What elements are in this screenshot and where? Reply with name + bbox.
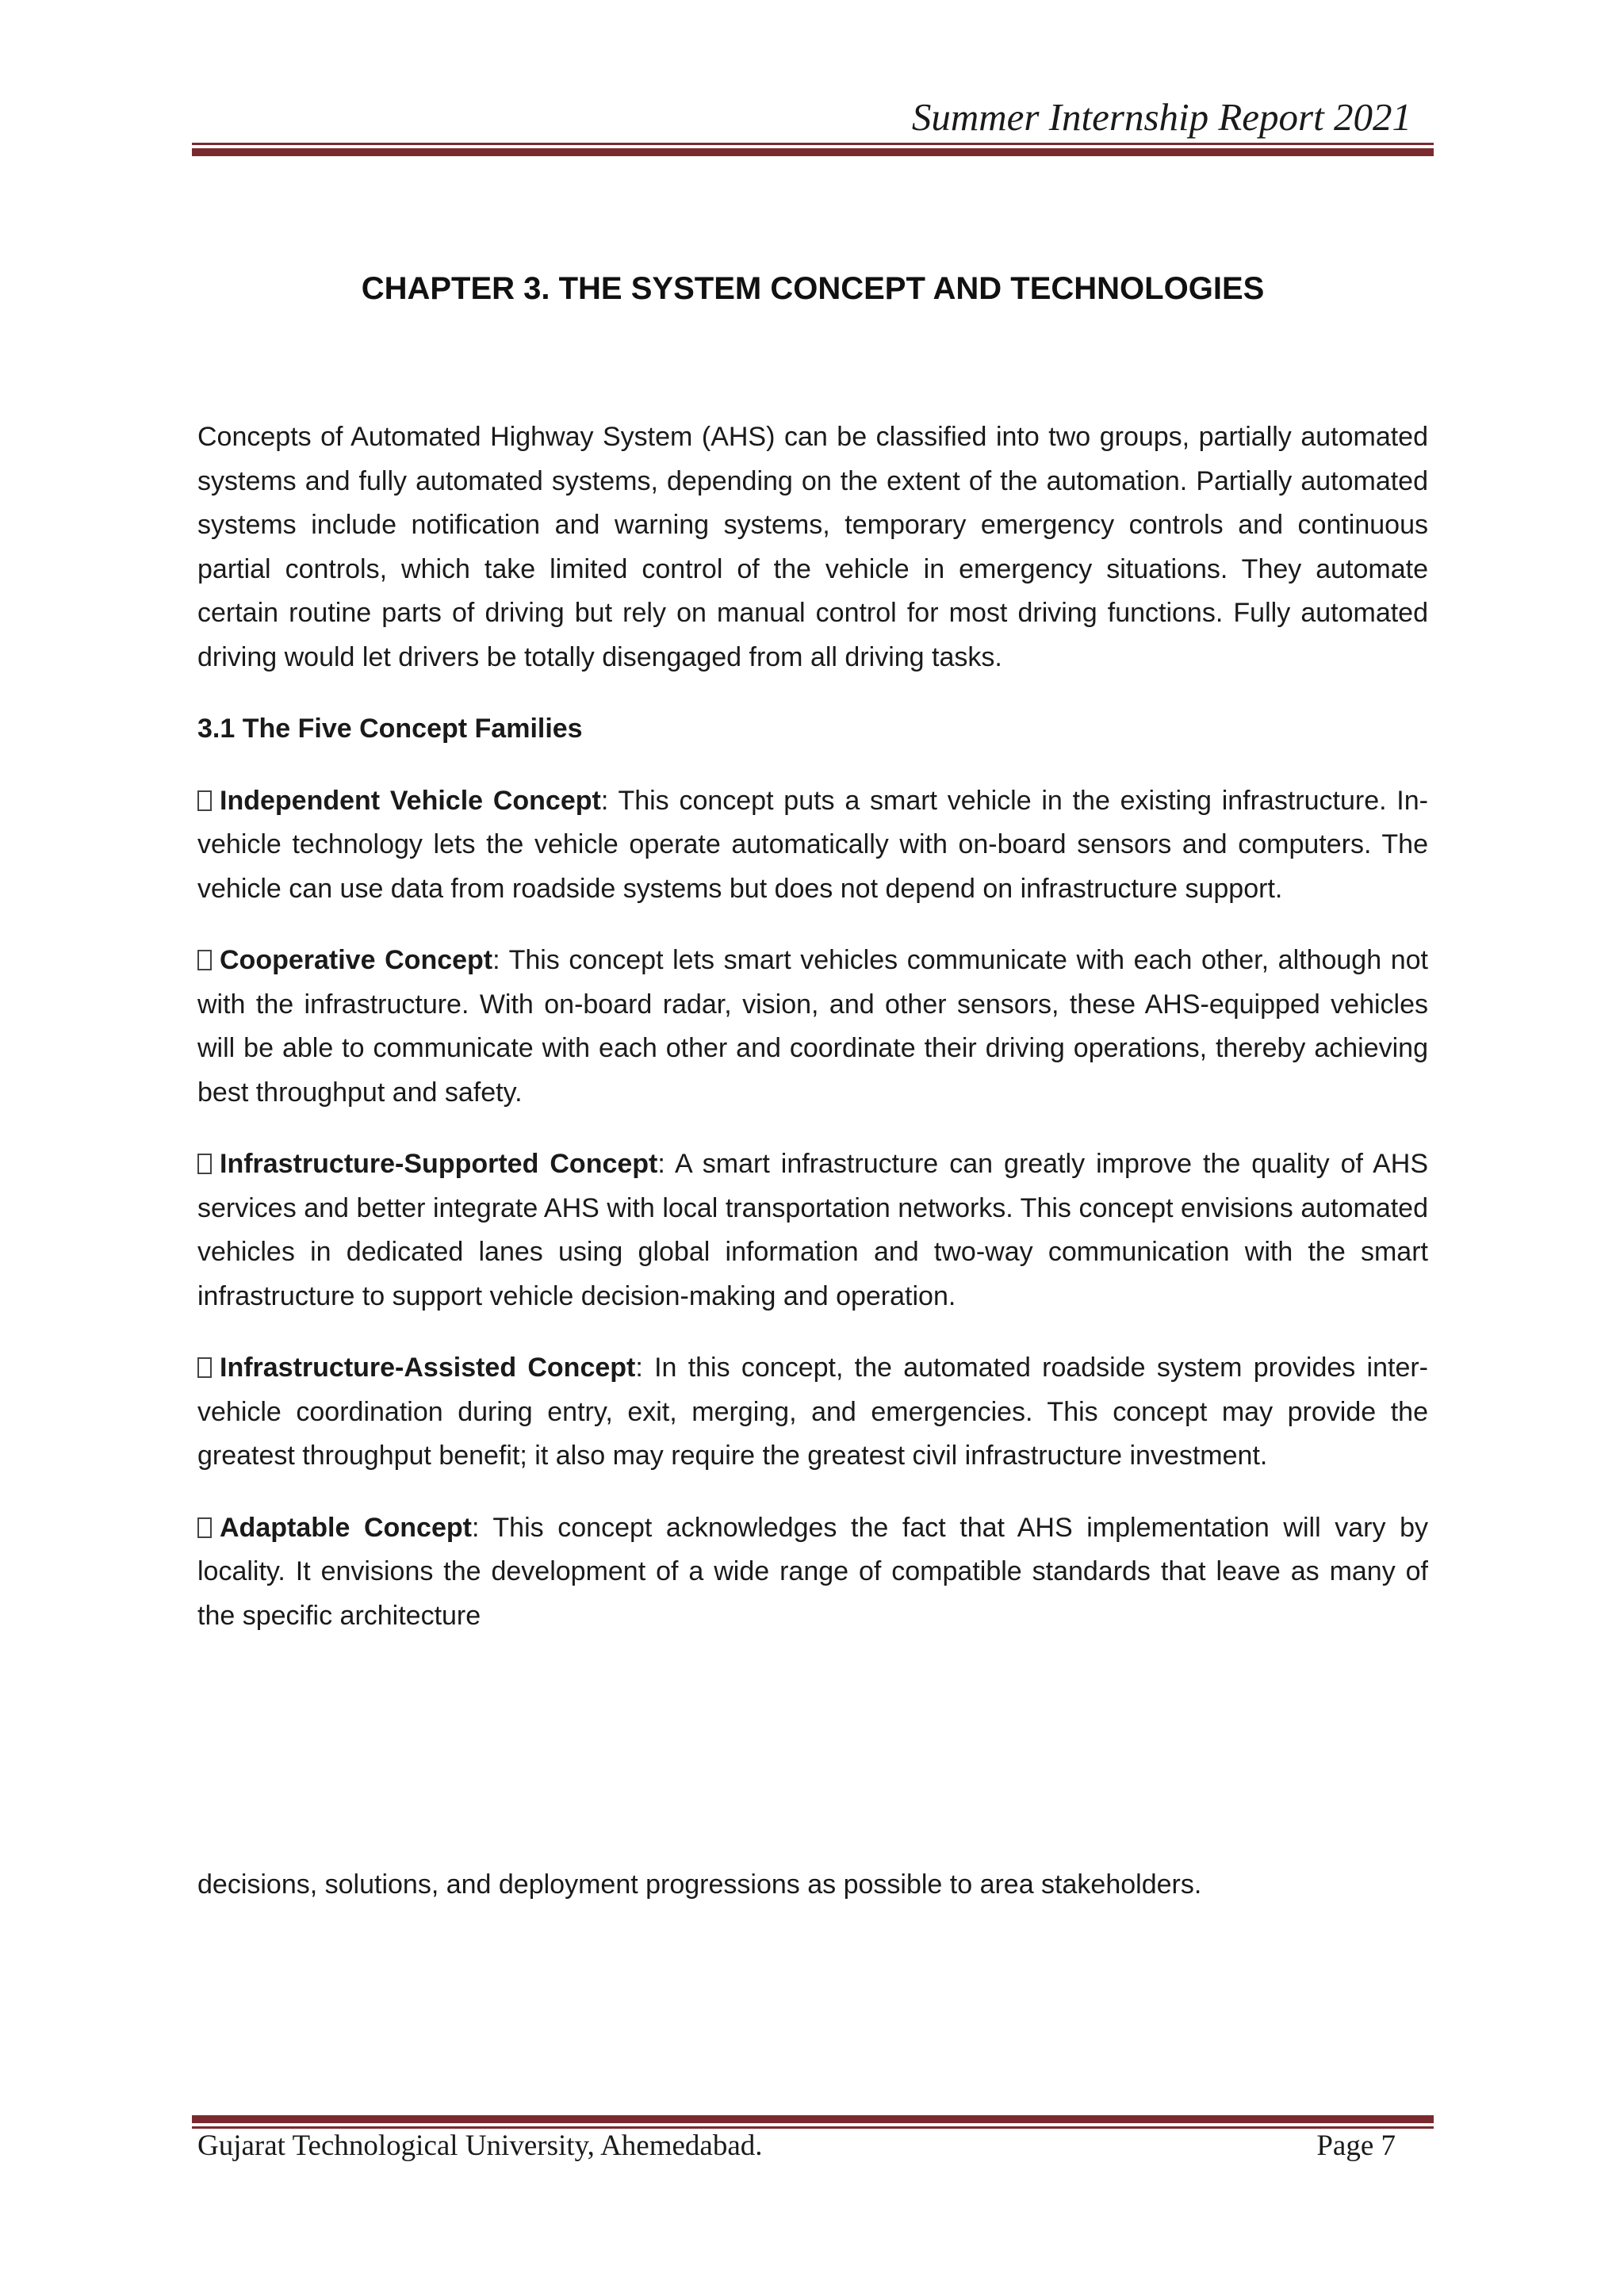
- bullet-icon: [197, 1357, 212, 1378]
- concept-paragraph: [197, 1506, 1428, 1639]
- concept-term: Infrastructure-Assisted Concept: [220, 1353, 636, 1383]
- concept-text: : In this concept, the automated roadside system provides inter-vehicle coordination during entry, exit, merging, and emergencies. This concept may provide the greatest throughput benefit; it also may require the greatest civil infrastructure investment.: [197, 1353, 1428, 1471]
- concept-text: : This concept acknowledges the fact that AHS implementation will vary by locality. It envisions the development of a wide range of compatible standards that leave as many of the specific architecture: [197, 1512, 1428, 1631]
- concept-paragraph: [197, 1142, 1428, 1318]
- concept-paragraph: [197, 1346, 1428, 1479]
- header-rule: [192, 143, 1434, 156]
- section-heading: 3.1 The Five Concept Families: [197, 714, 583, 744]
- concept-paragraph: [197, 779, 1428, 912]
- concept-term: Independent Vehicle Concept: [220, 785, 601, 816]
- header-title: Summer Internship Report 2021: [911, 95, 1411, 139]
- concept-term: Cooperative Concept: [220, 945, 493, 975]
- concept-paragraph: [197, 939, 1428, 1115]
- concept-text: : This concept puts a smart vehicle in the existing infrastructure. In-vehicle technology lets the vehicle operate automatically with on-board sensors and computers. The vehicle can use data from roadside systems but does not depend on infrastructure support.: [197, 785, 1428, 904]
- page-number: Page 7: [1316, 2130, 1396, 2162]
- chapter-title: CHAPTER 3. THE SYSTEM CONCEPT AND TECHNOLOGIES: [361, 271, 1265, 306]
- concept-text: : This concept lets smart vehicles communicate with each other, although not with the infrastructure. With on-board radar, vision, and other sensors, these AHS-equipped vehicles will be able to communicate with each other and coordinate their driving operations, thereby achieving best throughput and safety.: [197, 945, 1428, 1108]
- concept-term: Infrastructure-Supported Concept: [220, 1149, 658, 1179]
- footer-institution: Gujarat Technological University, Ahemedabad.: [197, 2130, 763, 2162]
- continuation-paragraph: decisions, solutions, and deployment progressions as possible to area stakeholders.: [197, 1869, 1202, 1900]
- bullet-icon: [197, 1517, 212, 1538]
- bullet-icon: [197, 1154, 212, 1174]
- concept-text: : A smart infrastructure can greatly improve the quality of AHS services and better integrate AHS with local transportation networks. This concept envisions automated vehicles in dedicated lanes using global information and two-way communication with the smart infrastructure to support vehicle decision-making and operation.: [197, 1149, 1428, 1311]
- page-content: [197, 415, 1428, 1666]
- bullet-icon: [197, 790, 212, 811]
- concept-term: Adaptable Concept: [220, 1512, 472, 1543]
- intro-paragraph: Concepts of Automated Highway System (AHS) can be classified into two groups, partially automated systems and fully automated systems, depending on the extent of the automation. Partially automated systems include notification and warning systems, temporary emergency controls and continuous partial controls, which take limited control of the vehicle in emergency situations. They automate certain routine parts of driving but rely on manual control for most driving functions. Fully automated driving would let drivers be totally disengaged from all driving tasks.: [197, 422, 1428, 672]
- bullet-icon: [197, 950, 212, 970]
